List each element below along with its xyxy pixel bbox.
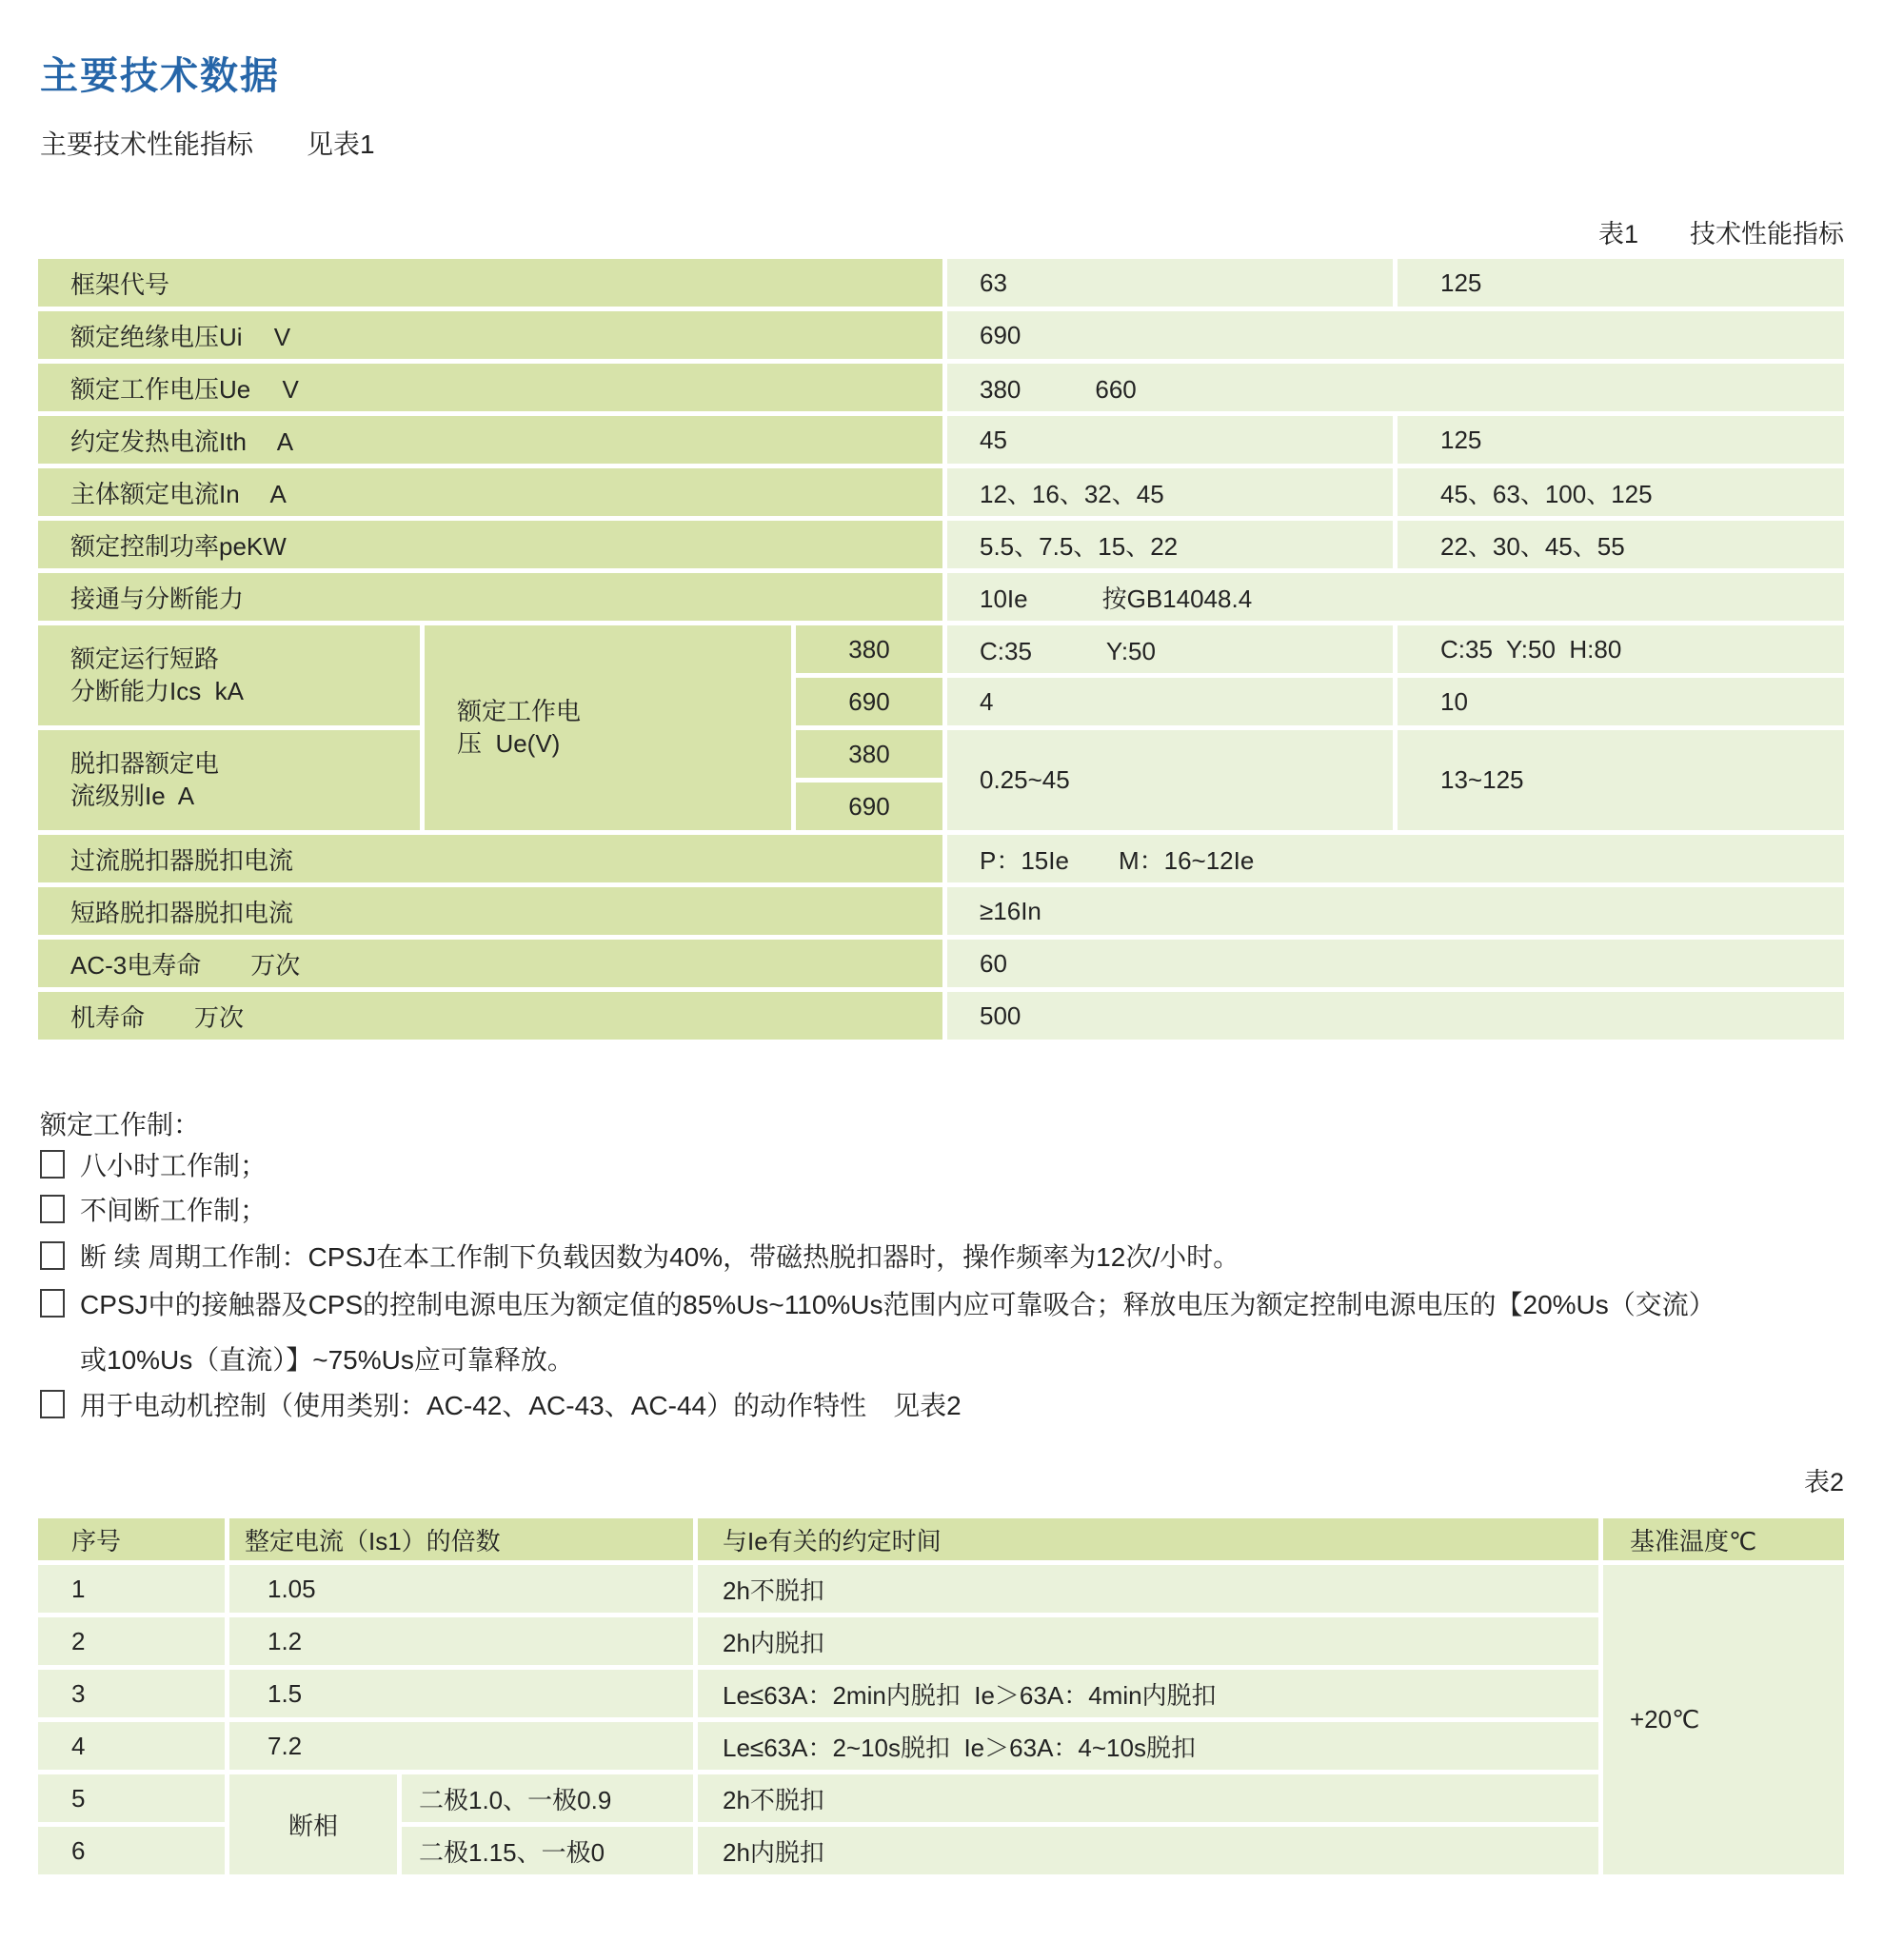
checkbox-icon xyxy=(40,1241,65,1270)
t2-row1-multiple: 1.05 xyxy=(229,1565,693,1613)
t2-header-no: 序号 xyxy=(38,1518,225,1560)
t2-row5-multiple: 二极1.0、一极0.9 xyxy=(402,1774,693,1822)
t2-row5-no: 5 xyxy=(38,1774,225,1822)
t1-ue-group-line2: 压 Ue(V) xyxy=(457,728,561,758)
t1-ue-sub2: 690 xyxy=(796,678,942,725)
checkbox-icon xyxy=(40,1150,65,1179)
t1-ue-value: 380 660 xyxy=(947,364,1844,411)
checkbox-icon xyxy=(40,1195,65,1223)
t2-header-multiple: 整定电流（Is1）的倍数 xyxy=(229,1518,693,1560)
t1-ue-group-line1: 额定工作电 xyxy=(457,696,582,725)
t1-mech-value: 500 xyxy=(947,992,1844,1040)
t1-in-125: 45、63、100、125 xyxy=(1398,468,1844,516)
t1-trip-label-line1: 脱扣器额定电 xyxy=(70,748,220,778)
duty-item-3 xyxy=(40,1237,1240,1275)
duty-item-3-text: 断 续 周期工作制：CPSJ在本工作制下负载因数为40%，带磁热脱扣器时，操作频率为12次/小时。 xyxy=(80,1242,1240,1272)
subtitle: 主要技术性能指标 见表1 xyxy=(40,129,375,159)
t1-mech-label: 机寿命 万次 xyxy=(38,992,942,1040)
t1-frame-125: 125 xyxy=(1398,259,1844,307)
t1-overcurrent-label: 过流脱扣器脱扣电流 xyxy=(38,835,942,882)
t1-ics-label-line1: 额定运行短路 xyxy=(70,644,220,673)
table1 xyxy=(38,259,1844,1040)
duty-item-4 xyxy=(40,1284,1716,1322)
t1-ue-label: 额定工作电压Ue V xyxy=(38,364,942,411)
t1-ue-sub4: 690 xyxy=(796,783,942,830)
t1-trip-range-125: 13~125 xyxy=(1398,730,1844,830)
t1-frame-label: 框架代号 xyxy=(38,259,942,307)
t1-pe-63: 5.5、7.5、15、22 xyxy=(947,521,1393,568)
t1-pe-125: 22、30、45、55 xyxy=(1398,521,1844,568)
table1-caption: 表1 技术性能指标 xyxy=(1597,220,1844,248)
t1-pe-label: 额定控制功率peKW xyxy=(38,521,942,568)
duty-item-1-text: 八小时工作制； xyxy=(80,1151,268,1180)
checkbox-icon xyxy=(40,1390,65,1418)
t2-row2-no: 2 xyxy=(38,1617,225,1665)
t2-row6-multiple: 二极1.15、一极0 xyxy=(402,1827,693,1874)
table2-caption: 表2 xyxy=(1803,1468,1844,1496)
t1-ith-63: 45 xyxy=(947,416,1393,464)
duty-item-5 xyxy=(40,1385,962,1423)
t1-in-label: 主体额定电流In A xyxy=(38,468,942,516)
page-title: 主要技术数据 xyxy=(40,55,280,97)
t2-row4-time: Le≤63A：2~10s脱扣 Ie＞63A：4~10s脱扣 xyxy=(698,1722,1598,1770)
t2-header-temp: 基准温度℃ xyxy=(1603,1518,1844,1560)
t2-row1-time: 2h不脱扣 xyxy=(698,1565,1598,1613)
t1-overcurrent-value: P：15Ie M：16~12Ie xyxy=(947,835,1844,882)
t2-row2-time: 2h内脱扣 xyxy=(698,1617,1598,1665)
t2-row3-time: Le≤63A：2min内脱扣 Ie＞63A：4min内脱扣 xyxy=(698,1670,1598,1717)
t1-trip-range-63: 0.25~45 xyxy=(947,730,1393,830)
t2-row2-multiple: 1.2 xyxy=(229,1617,693,1665)
t1-in-63: 12、16、32、45 xyxy=(947,468,1393,516)
t2-row4-multiple: 7.2 xyxy=(229,1722,693,1770)
t1-trip-label-line2: 流级别Ie A xyxy=(70,781,195,810)
checkbox-icon xyxy=(40,1289,65,1318)
t2-ref-temp: +20℃ xyxy=(1603,1565,1844,1874)
t1-ue-group-label xyxy=(425,625,791,830)
t1-ics-label-line2: 分断能力Ics kA xyxy=(70,676,245,705)
duty-item-4-text: CPSJ中的接触器及CPS的控制电源电压为额定值的85%Us~110%Us范围内应可靠吸合；释放电压为额定控制电源电压的【20%Us（交流） xyxy=(80,1290,1716,1319)
t1-breaking-label: 接通与分断能力 xyxy=(38,573,942,621)
t1-ith-125: 125 xyxy=(1398,416,1844,464)
t2-row1-no: 1 xyxy=(38,1565,225,1613)
table2 xyxy=(38,1518,1844,1874)
t1-ics380-63: C:35 Y:50 xyxy=(947,625,1393,673)
t2-phase-loss-cell: 断相 xyxy=(229,1774,397,1874)
t2-row4-no: 4 xyxy=(38,1722,225,1770)
t1-ue-sub1: 380 xyxy=(796,625,942,673)
t1-ith-label: 约定发热电流Ith A xyxy=(38,416,942,464)
t1-ics-label xyxy=(38,625,420,725)
t1-ui-label: 额定绝缘电压Ui V xyxy=(38,311,942,359)
t1-breaking-value: 10Ie 按GB14048.4 xyxy=(947,573,1844,621)
duty-item-4-continuation: 或10%Us（直流）】~75%Us应可靠释放。 xyxy=(80,1345,574,1375)
t1-frame-63: 63 xyxy=(947,259,1393,307)
t1-short-value: ≥16In xyxy=(947,887,1844,935)
t1-ue-sub3: 380 xyxy=(796,730,942,778)
t2-row3-no: 3 xyxy=(38,1670,225,1717)
t2-header-time: 与Ie有关的约定时间 xyxy=(698,1518,1598,1560)
t2-row6-no: 6 xyxy=(38,1827,225,1874)
duty-item-2 xyxy=(40,1190,267,1228)
t1-ac3-label: AC-3电寿命 万次 xyxy=(38,940,942,987)
t2-row5-time: 2h不脱扣 xyxy=(698,1774,1598,1822)
t1-ics380-125: C:35 Y:50 H:80 xyxy=(1398,625,1844,673)
t1-ui-value: 690 xyxy=(947,311,1844,359)
duty-item-1 xyxy=(40,1145,267,1183)
duty-item-2-text: 不间断工作制； xyxy=(80,1196,268,1225)
t2-row6-time: 2h内脱扣 xyxy=(698,1827,1598,1874)
t1-ics690-63: 4 xyxy=(947,678,1393,725)
t1-ics690-125: 10 xyxy=(1398,678,1844,725)
duty-item-5-text: 用于电动机控制（使用类别：AC-42、AC-43、AC-44）的动作特性 见表2 xyxy=(80,1391,962,1420)
t1-short-label: 短路脱扣器脱扣电流 xyxy=(38,887,942,935)
t1-trip-label xyxy=(38,730,420,830)
duty-heading: 额定工作制： xyxy=(40,1110,201,1139)
t1-ac3-value: 60 xyxy=(947,940,1844,987)
t2-row3-multiple: 1.5 xyxy=(229,1670,693,1717)
